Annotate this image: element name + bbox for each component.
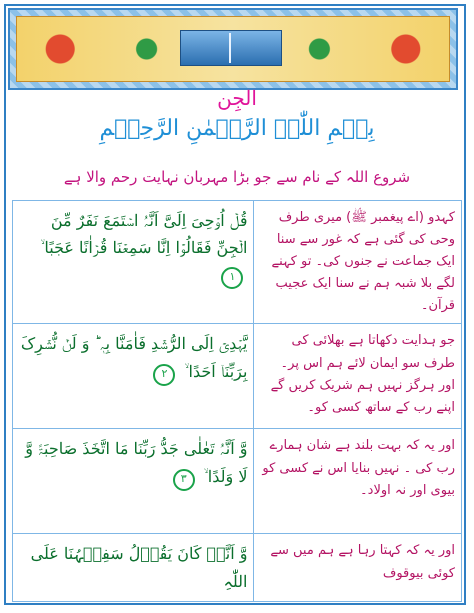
ayah-arabic bbox=[13, 429, 254, 534]
ayah-number-marker: ٣ bbox=[173, 469, 195, 491]
quran-book-image bbox=[180, 30, 282, 66]
ayah-text: وَّ اَنَّہٗ کَانَ یَقُوۡلُ سَفِیۡہُنَا عَلَی اللّٰہِ bbox=[30, 544, 248, 591]
ayah-number-marker: ١ bbox=[221, 267, 243, 289]
ayah-arabic bbox=[13, 324, 254, 429]
ayah-text: وَّ اَنَّہُ تَعٰلٰی جَدُّ رَبِّنَا مَا اتَّخَذَ صَاحِبَۃً وَّ لَا وَلَدًا ۙ bbox=[25, 439, 248, 486]
ayah-number-marker: ٢ bbox=[153, 364, 175, 386]
ayah-translation: کہدو (اے پیغمبر ﷺ) میری طرف وحی کی گئی ہے کہ غور سے سنا ایک جماعت نے جنوں کی۔ تو کہنے لگے بلا شبہ ہم نے سنا ایک عجیب قرآن۔ bbox=[254, 201, 462, 324]
ayah-text: قُلۡ اُوۡحِیَ اِلَیَّ اَنَّہُ اسۡتَمَعَ نَفَرٌ مِّنَ الۡجِنِّ فَقَالُوۡۤا اِنَّا سَمِعۡنَا قُرۡاٰنًا عَجَبًا ۙ bbox=[40, 211, 248, 258]
ayat-table bbox=[12, 200, 462, 602]
ayah-row bbox=[13, 324, 462, 429]
ayah-text: یَّہۡدِیۡۤ اِلَی الرُّشۡدِ فَاٰمَنَّا بِہٖ ؕ وَ لَنۡ نُّشۡرِکَ بِرَبِّنَاۤ اَحَدًا ۙ bbox=[20, 334, 248, 381]
decorative-header-banner bbox=[8, 8, 458, 90]
ayah-row bbox=[13, 534, 462, 601]
surah-title: الجِن bbox=[217, 86, 257, 110]
ayah-arabic bbox=[13, 534, 254, 601]
bismillah: بِسۡمِ اللّٰہِ الرَّحۡمٰنِ الرَّحِیۡمِ bbox=[99, 116, 375, 141]
ayah-translation: جو ہدایت دکھاتا ہے بھلائی کی طرف سو ایمان لائے ہم اس پر۔ اور ہرگز نہیں ہم شریک کریں گے اپنے رب کے ساتھ کسی کو۔ bbox=[254, 324, 462, 429]
ayah-translation: اور یہ کہ بہت بلند ہے شان ہمارے رب کی ۔ نہیں بنایا اس نے کسی کو بیوی اور نہ اولاد۔ bbox=[254, 429, 462, 534]
ayah-row bbox=[13, 429, 462, 534]
bismillah-translation: شروع اللہ کے نام سے جو بڑا مہربان نہایت رحم والا ہے bbox=[63, 168, 411, 186]
ayah-translation: اور یہ کہ کہتا رہا ہے ہم میں سے کوئی بیوقوف bbox=[254, 534, 462, 601]
ayah-row bbox=[13, 201, 462, 324]
ayah-arabic bbox=[13, 201, 254, 324]
